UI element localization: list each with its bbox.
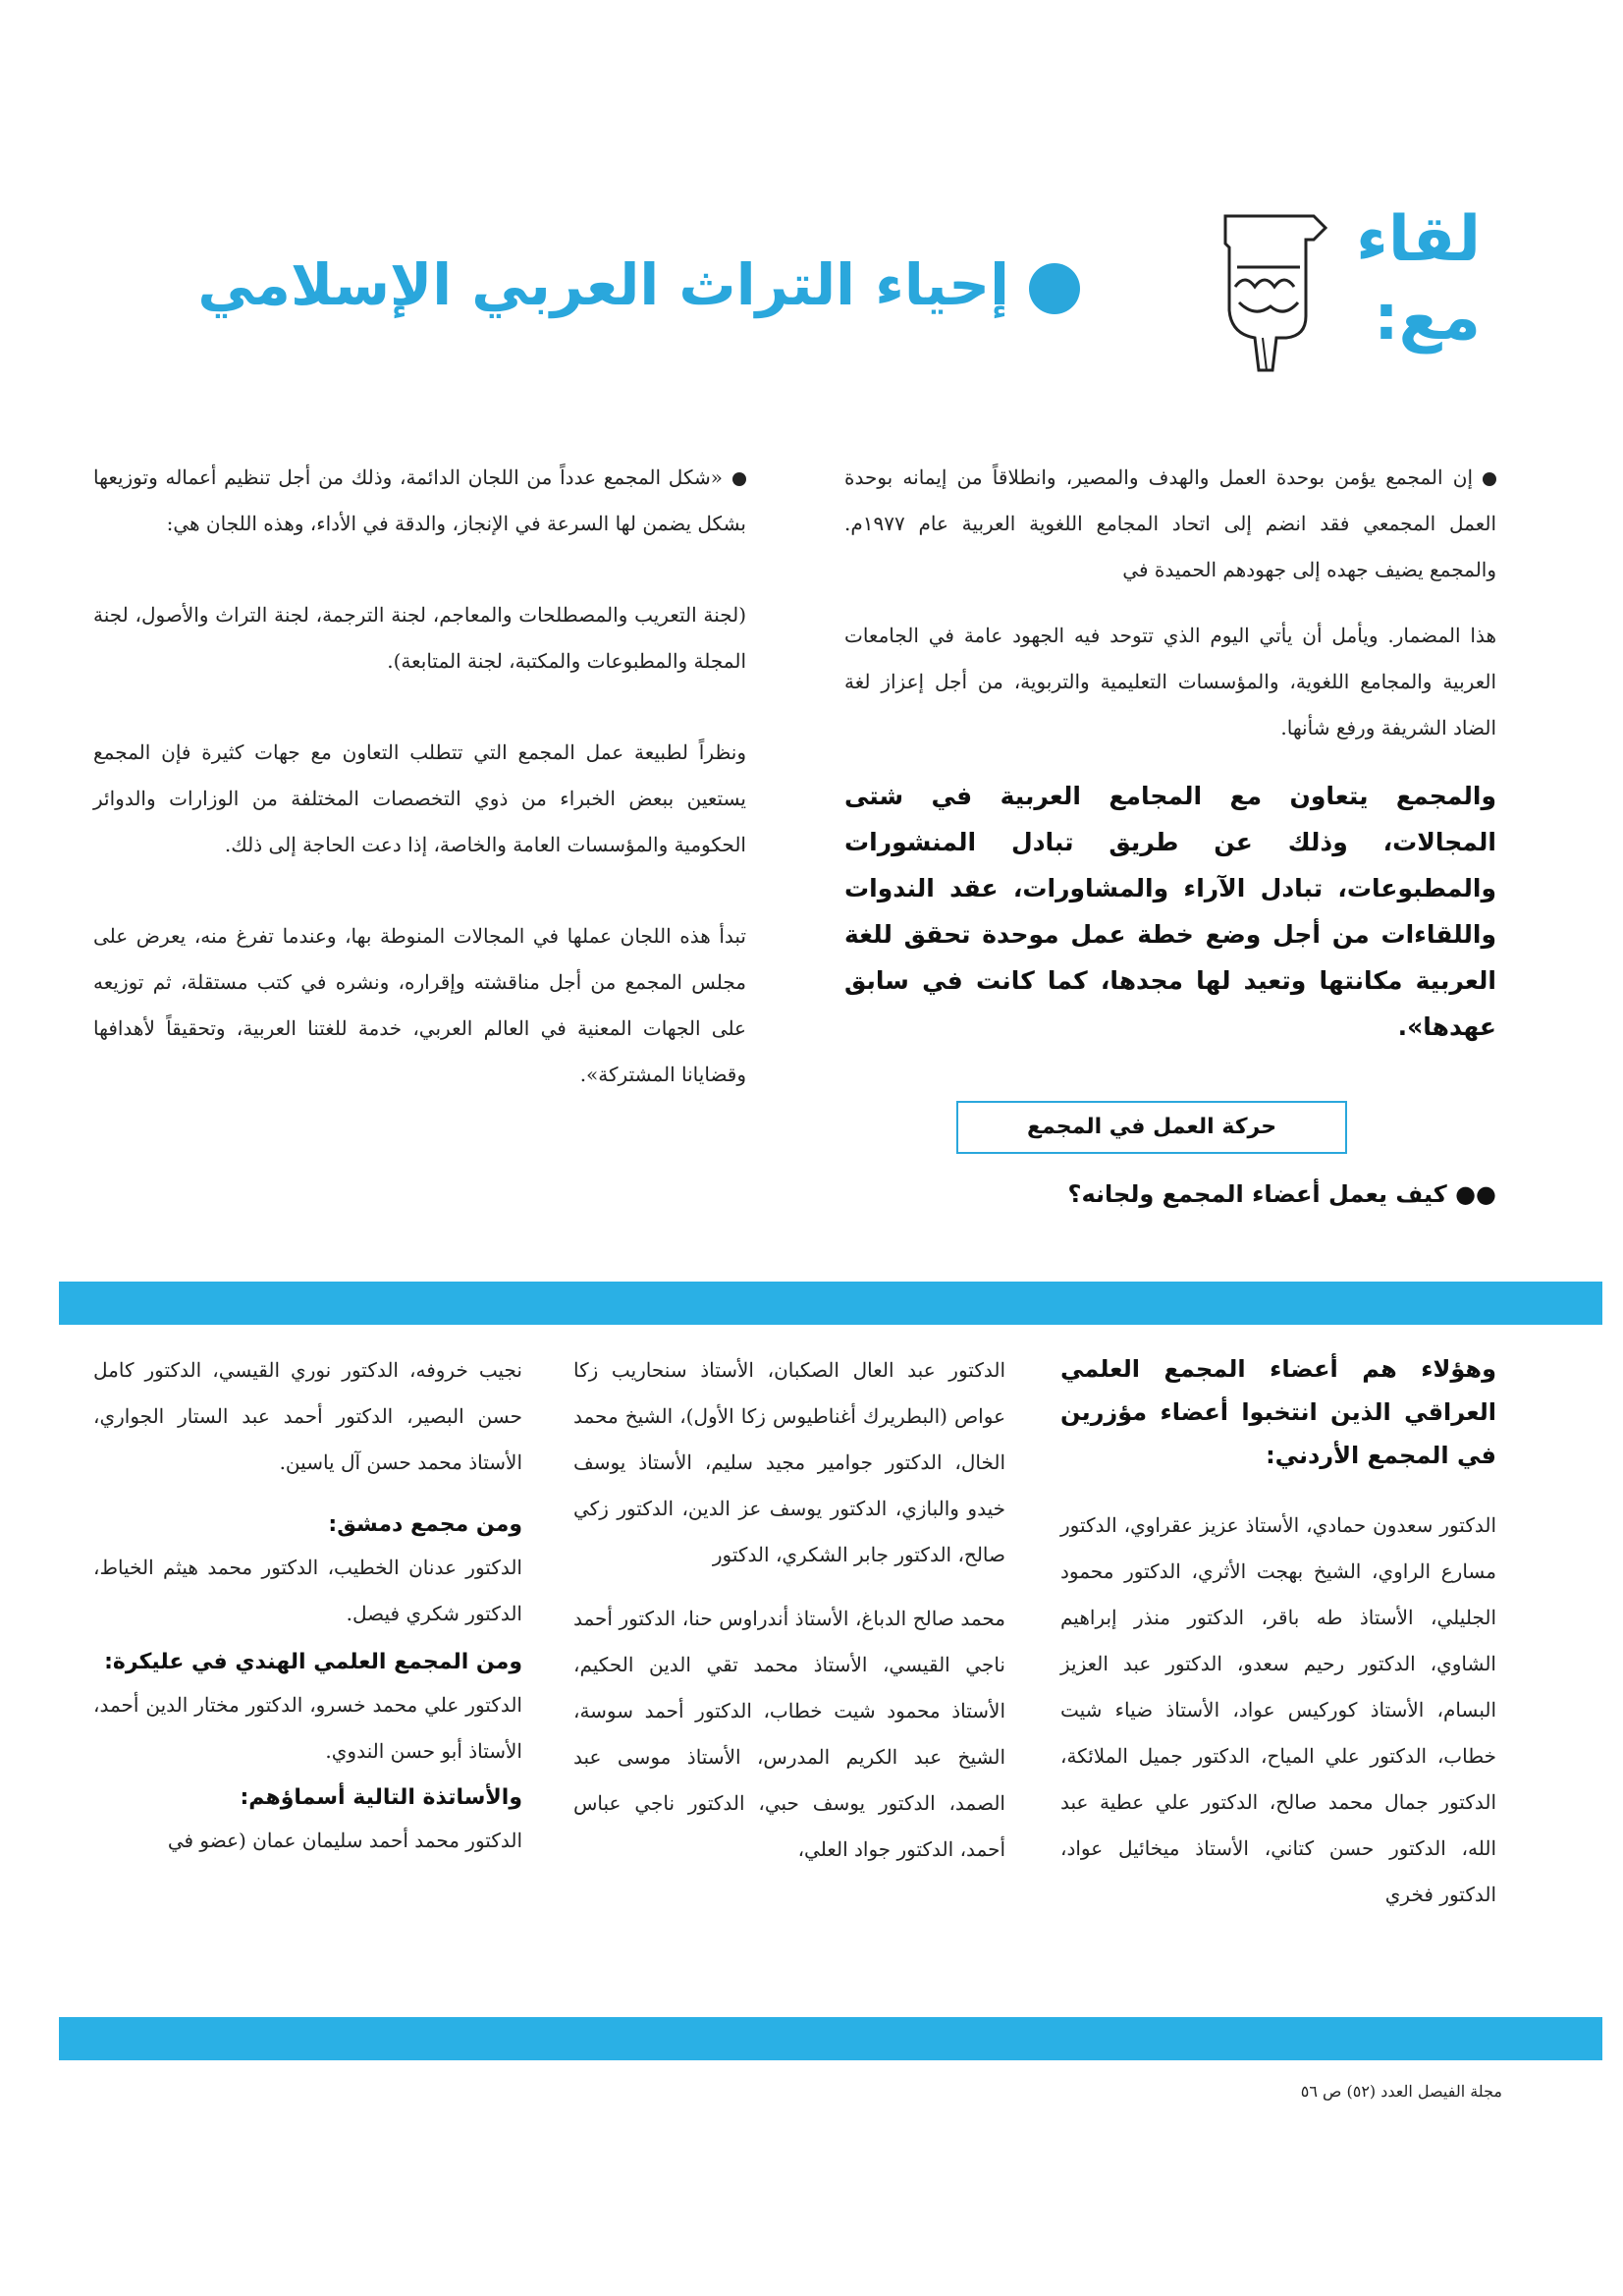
right-paragraph-2: هذا المضمار. ويأمل أن يأتي اليوم الذي تتوحد فيه الجهود عامة في الجامعات العربية والمجامع اللغوية، والمؤسسات التعليمية والتربوية، من أجل إعزاز لغة الضاد الشريفة ورفع شأنها. [844,624,1496,739]
left-paragraph-1: «شكل المجمع عدداً من اللجان الدائمة، وذلك من أجل تنظيم أعماله وتوزيعها بشكل يضمن لها السرعة في الإنجاز، والدقة في الأداء، وهذه اللجان هي: [93,465,746,535]
india-heading: ومن المجمع العلمي الهندي في عليكرة: [104,1650,522,1674]
logo-line-meeting: لقاء [1356,203,1481,276]
members-list-2a: الدكتور عبد العال الصكبان، الأستاذ سنحاريب زكا عواص (البطريرك أغناطيوس زكا الأول)، الشيخ محمد الخال، الدكتور جوامير مجيد سليم، الأستاذ يوسف خيدو والبازي، الدكتور يوسف عز الدين، الدكتور زكي صالح، الدكتور جابر الشكري، الدكتور [573,1358,1005,1566]
right-column [844,455,1496,1050]
logo-line-with: مع: [1374,282,1481,355]
section-question: ●● كيف يعمل أعضاء المجمع ولجانه؟ [1067,1180,1496,1208]
blue-divider-band-bottom [59,2017,1602,2060]
section-label-box: حركة العمل في المجمع [956,1101,1347,1154]
left-column [93,455,746,1098]
members-list-2b: محمد صالح الدباغ، الأستاذ أندراوس حنا، الدكتور أحمد ناجي القيسي، الأستاذ محمد تقي الدين الحكيم، الأستاذ محمود شيت خطاب، الدكتور أحمد سوسة، الشيخ عبد الكريم المدرس، الأستاذ موسى عبد الصمد، الدكتور يوسف حبي، الدكتور ناجي عباس أحمد، الدكتور جواد العلي، [573,1607,1005,1861]
interview-logo [1216,203,1481,375]
bullet-icon [1483,472,1496,486]
members-column-1 [1060,1347,1496,1918]
damascus-heading: ومن مجمع دمشق: [328,1512,522,1537]
members-list-3: نجيب خروفه، الدكتور نوري القيسي، الدكتور كامل حسن البصير، الدكتور أحمد عبد الستار الجواري، الأستاذ محمد حسن آل ياسين. [93,1358,522,1474]
bullet-icon [732,472,746,486]
left-paragraph-2: (لجنة التعريب والمصطلحات والمعاجم، لجنة الترجمة، لجنة التراث والأصول، لجنة المجلة والمطبوعات والمكتبة، لجنة المتابعة). [93,603,746,673]
damascus-list: الدكتور عدنان الخطيب، الدكتور محمد هيثم الخياط، الدكتور شكري فيصل. [93,1556,522,1625]
left-paragraph-3: ونظراً لطبيعة عمل المجمع التي تتطلب التعاون مع جهات كثيرة فإن المجمع يستعين ببعض الخبراء من ذوي التخصصات المختلفة من الوزارات والدوائر الحكومية والمؤسسات العامة والخاصة، إذا دعت الحاجة إلى ذلك. [93,740,746,856]
others-list: الدكتور محمد أحمد سليمان عمان (عضو في [167,1829,522,1852]
left-paragraph-4: تبدأ هذه اللجان عملها في المجالات المنوطة بها، وعندما تفرغ منه، يعرض على مجلس المجمع من أجل مناقشته وإقراره، ونشره في كتب مستقلة، ثم توزيعه على الجهات المعنية في العالم العربي، خدمة للغتنا العربية، وتحقيقاً لأهدافها وقضايانا المشتركة». [93,924,746,1086]
right-paragraph-3: والمجمع يتعاون مع المجامع العربية في شتى المجالات، وذلك عن طريق تبادل المنشورات والمطبوعات، تبادل الآراء والمشاورات، عقد الندوات واللقاءات من أجل وضع خطة عمل موحدة تحقق للغة العربية مكانتها وتعيد لها مجدها، كما كانت في سابق عهدها». [844,782,1496,1041]
india-list: الدكتور علي محمد خسرو، الدكتور مختار الدين أحمد، الأستاذ أبو حسن الندوي. [93,1693,522,1763]
blue-divider-band [59,1282,1602,1325]
title-bullet-icon [1029,263,1080,314]
page-footer: مجلة الفيصل العدد (٥٢) ص ٥٦ [1300,2082,1502,2101]
right-paragraph-1: إن المجمع يؤمن بوحدة العمل والهدف والمصير، وانطلاقاً من إيمانه بوحدة العمل المجمعي فقد انضم إلى اتحاد المجامع اللغوية العربية عام ١٩٧٧م. والمجمع يضيف جهده إلى جهودهم الحميدة في [844,465,1496,581]
article-title: إحياء التراث العربي الإسلامي [197,251,1009,318]
members-list-1: الدكتور سعدون حمادي، الأستاذ عزيز عقراوي، الدكتور مسارع الراوي، الشيخ بهجت الأثري، الدكتور محمود الجليلي، الأستاذ طه باقر، الدكتور منذر إبراهيم الشاوي، الدكتور رحيم سعدو، الدكتور عبد العزيز البسام، الأستاذ كوركيس عواد، الأستاذ ضياء شيت خطاب، الدكتور علي المياح، الدكتور جميل الملائكة، الدكتور جمال محمد صالح، الدكتور علي عطية عبد الله، الدكتور حسن كتاني، الأستاذ ميخائيل عواد، الدكتور فخري [1060,1513,1496,1906]
members-heading: وهؤلاء هم أعضاء المجمع العلمي العراقي الذين انتخبوا أعضاء مؤزرين في المجمع الأردني: [1060,1355,1496,1469]
others-heading: والأساتذة التالية أسماؤهم: [240,1785,522,1810]
article-title-block [98,246,1080,334]
pointing-hand-icon [1216,208,1333,375]
members-column-3 [93,1347,522,1864]
members-column-2 [573,1347,1005,1873]
